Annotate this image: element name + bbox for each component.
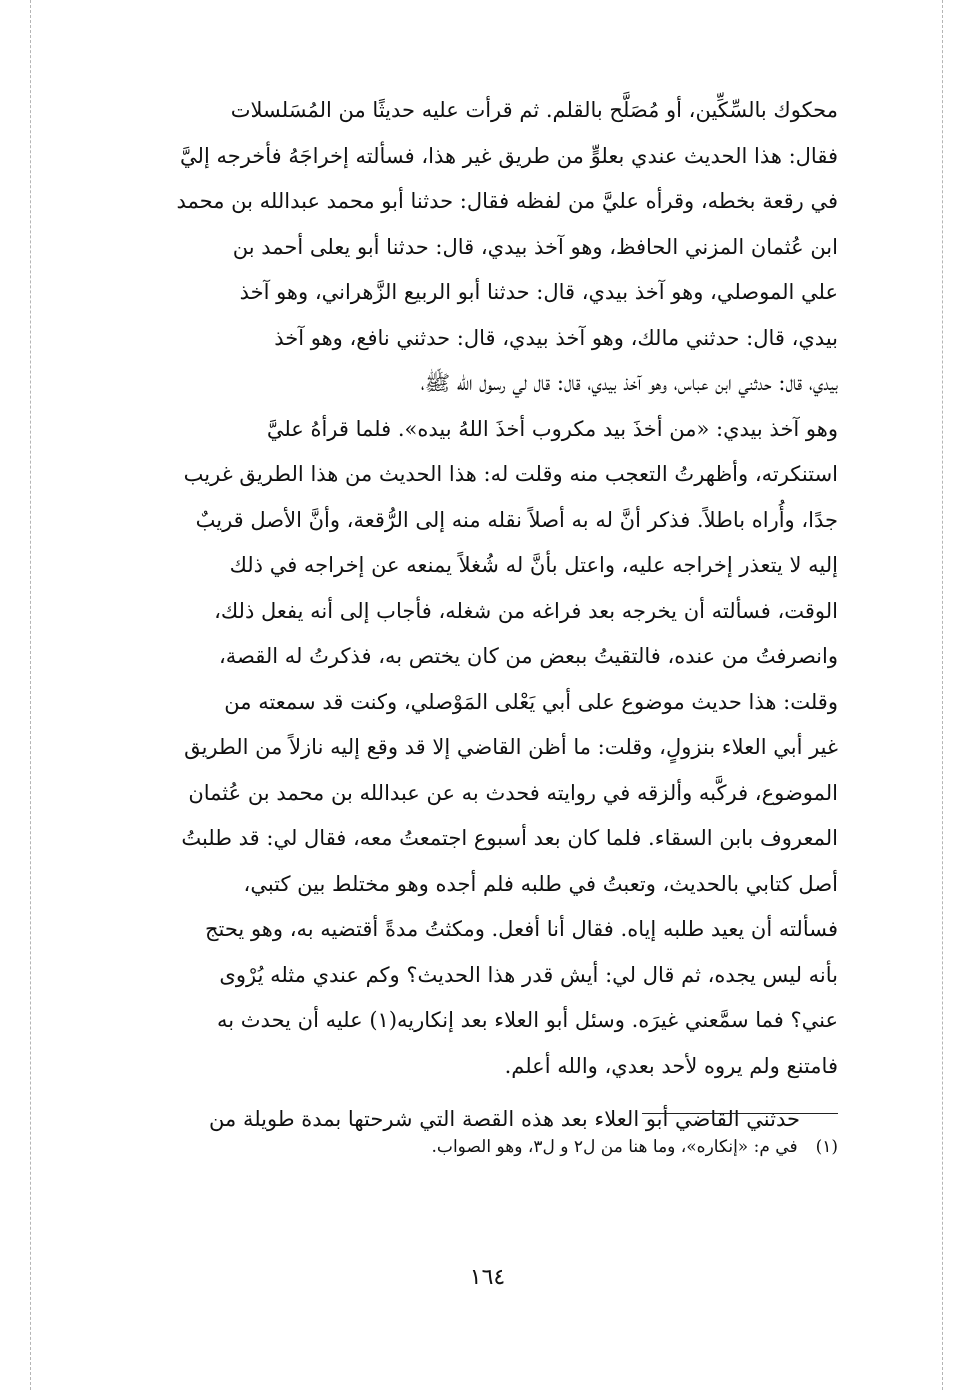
body-line-5: علي الموصلي، وهو آخذ بيدي، قال: حدثنا أبو الربيع الزَّهراني، وهو آخذ — [239, 280, 838, 304]
body-line-22: فامتنع ولم يروه لأحد بعدي، والله أعلم. — [504, 1053, 838, 1078]
body-line-7: بيدي، قال: حدثني ابن عباس، وهو آخذ بيدي، قال: قال لي رسول الله ﷺ، — [420, 371, 838, 395]
body-line-18: أصل كتابي بالحديث، وتعبتُ في طلبه فلم أجده وهو مختلط بين كتبي، — [243, 871, 838, 896]
left-margin-guide — [30, 0, 31, 1390]
body-line-16: الموضوع، فركَّبه وألزقه في روايته فحدث به عن عبدالله بن محمد بن عُثمان — [188, 780, 838, 805]
main-text-block — [118, 88, 838, 1143]
body-line-12: الوقت، فسألته أن يخرجه بعد فراغه من شغله، فأجاب إلى أنه يفعل ذلك، — [214, 598, 838, 623]
body-line-20: بأنه ليس يجده، ثم قال لي: أيش قدر هذا الحديث؟ وكم عندي مثله يُرْوى — [219, 962, 838, 987]
paragraph-gap — [118, 1089, 838, 1097]
body-line-17: المعروف بابن السقاء. فلما كان بعد أسبوع اجتمعتُ معه، فقال لي: قد طلبتُ — [181, 826, 838, 850]
body-line-13: وانصرفتُ من عنده، فالتقيتُ ببعض من كان يختص به، فذكرتُ له القصة، — [219, 644, 838, 668]
body-line-1: محكوك بالسِّكِّين، أو مُصَلَّح بالقلم. ثم قرأت عليه حديثًا من المُسَلسلات — [230, 98, 838, 122]
footnote-separator — [642, 1113, 838, 1114]
body-line-10: جدًا، وأُراه باطلاً. فذكر أنَّ له به أصلاً نقله منه إلى الرُّقعة، وأنَّ الأصل قريبٌ — [195, 507, 838, 532]
body-line-8: وهو آخذ بيدي: «من أخذَ بيد مكروب أخذَ اللهُ بيده». فلما قرأهُ عليَّ — [266, 416, 838, 441]
body-line-4: ابن عُثمان المزني الحافظ، وهو آخذ بيدي، قال: حدثنا أبو يعلى أحمد بن — [232, 234, 838, 259]
footnote — [432, 1137, 838, 1157]
body-line-11: إليه لا يتعذر إخراجه عليه، واعتل بأنَّ له شُغلاً يمنعه عن إخراجه في ذلك — [229, 553, 838, 577]
footnote-number: (١) — [815, 1137, 838, 1157]
body-line-19: فسألته أن يعيد طلبه إياه. فقال أنا أفعل. ومكثتُ مدةً أقتضيه به، وهو يحتج — [204, 917, 838, 941]
body-line-9: استنكرته، وأظهرتُ التعجب منه وقلت له: هذا الحديث من هذا الطريق غريب — [183, 462, 838, 486]
body-line-3: في رقعة بخطه، وقرأه عليَّ من لفظه فقال: حدثنا أبو محمد عبدالله بن محمد — [176, 189, 838, 213]
page-number: ١٦٤ — [469, 1265, 506, 1290]
body-line-15: غير أبي العلاء بنزولٍ، وقلت: ما أظن القاضي إلا قد وقع إليه نازلاً من الطريق — [184, 735, 838, 759]
body-line-2: فقال: هذا الحديث عندي بعلوٍّ من طريق غير هذا، فسألته إخراجَهُ فأخرجه إليَّ — [180, 143, 838, 168]
body-line-6: بيدي، قال: حدثني مالك، وهو آخذ بيدي، قال: حدثني نافع، وهو آخذ — [274, 325, 838, 350]
next-paragraph-line: حدثني القاضي أبو العلاء بعد هذه القصة التي شرحتها بمدة طويلة من — [209, 1107, 800, 1131]
footnote-text: في م: «إنكاره»، وما هنا من ل٢ و ل٣، وهو الصواب. — [431, 1137, 798, 1157]
body-line-14: وقلت: هذا حديث موضوع على أبي يَعْلى المَوْصلي، وكنت قد سمعته من — [224, 689, 838, 714]
body-line-21: عني؟ فما سمَّعني غيرَه. وسئل أبو العلاء بعد إنكاريه(١) عليه أن يحدث به — [217, 1008, 838, 1032]
right-margin-guide — [942, 0, 943, 1390]
